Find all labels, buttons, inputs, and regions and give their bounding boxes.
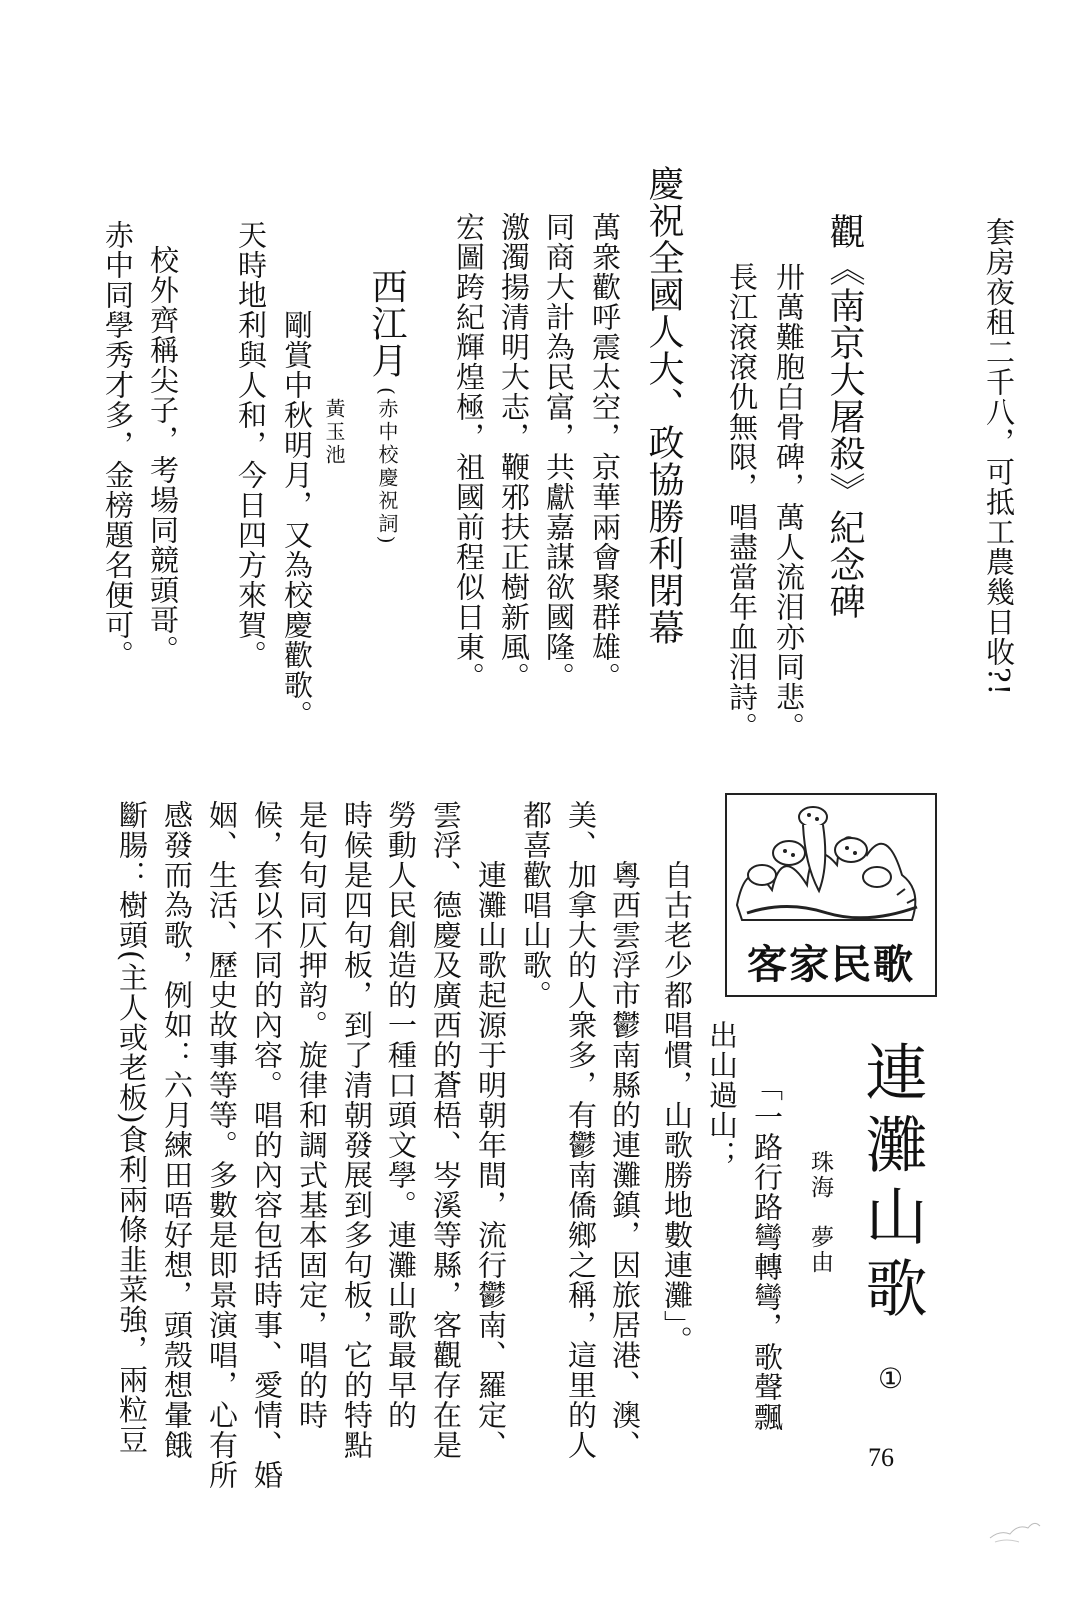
banner-label: 客家民歌: [747, 941, 915, 988]
hakka-folk-song-banner: [725, 793, 937, 997]
poem2-line-4: 宏圖跨紀輝煌極，祖國前程似日東。: [452, 212, 486, 692]
poem2-line-1: 萬衆歡呼震太空，京華兩會聚群雄。: [588, 212, 622, 692]
paragraph-line-4: 連灘山歌起源于明朝年間，流行鬱南、羅定、: [474, 860, 508, 1460]
poem3-title: 西江月: [366, 268, 407, 379]
poem2-title: 慶祝全國人大、政協勝利閉幕: [643, 165, 684, 646]
poem3-line-1: 剛賞中秋明月，又為校慶歡歌。: [280, 310, 314, 730]
paragraph-line-6: 勞動人民創造的一種口頭文學。連灘山歌最早的: [384, 800, 418, 1430]
paragraph-line-3: 都喜歡唱山歌。: [519, 800, 553, 1010]
paragraph-line-12: 斷腸：樹頭(主人或老板)食利兩條韭菜強，兩粒豆: [115, 800, 149, 1455]
poem3-subtitle: (赤中校慶祝詞): [375, 387, 399, 547]
scan-speck-icon: [985, 1508, 1045, 1548]
poem1-title: 觀《南京大屠殺》紀念碑: [824, 213, 865, 620]
article-title: 連灘山歌: [855, 1040, 928, 1328]
article-author: 珠海 夢由: [807, 1150, 833, 1275]
paragraph-line-10: 姻、生活、歷史故事等等。多數是即景演唱，心有所: [205, 800, 239, 1490]
paragraph-line-9: 候，套以不同的內容。唱的內容包括時事、愛情、婚: [250, 800, 284, 1490]
article-title-mark: ①: [874, 1362, 907, 1396]
poem2-line-3: 激濁揚清明大志，鞭邪扶正樹新風。: [497, 212, 531, 692]
epigraph-line-2: 出山過山；: [705, 1020, 739, 1170]
poem1-line-2: 長江滾滾仇無限，唱盡當年血泪詩。: [725, 262, 759, 742]
paragraph-line-5: 雲浮、德慶及廣西的蒼梧、岑溪等縣，客觀存在是: [429, 800, 463, 1460]
paragraph-line-11: 感發而為歌，例如：六月練田唔好想，頭殼想暈餓: [160, 800, 194, 1460]
epigraph-line-3: 自古老少都唱慣，山歌勝地數連灘」。: [660, 860, 694, 1356]
poem3-author: 黃玉池: [322, 398, 346, 467]
page-number: 76: [868, 1443, 894, 1472]
poem2-line-2: 同商大計為民富，共獻嘉謀欲國隆。: [542, 212, 576, 692]
paragraph-line-8: 是句句同仄押韵。旋律和調式基本固定，唱的時: [295, 800, 329, 1430]
poem3-line-3: 校外齊稱尖子，考場同競頭哥。: [146, 245, 180, 665]
epigraph-line-1: 「一路行路彎轉彎，歌聲飄: [750, 1072, 784, 1432]
poem1-line-1: 卅萬難胞白骨碑，萬人流泪亦同悲。: [772, 262, 806, 742]
poem-line-preceding: 套房夜租二千八，可抵工農幾日收?!: [982, 217, 1016, 697]
paragraph-line-7: 時候是四句板，到了清朝發展到多句板，它的特點: [340, 800, 374, 1460]
poem3-line-4: 赤中同學秀才多，金榜題名便可。: [101, 220, 135, 670]
paragraph-line-2: 美、加拿大的人衆多，有鬱南僑鄉之稱，這里的人: [564, 800, 598, 1460]
paragraph-line-1: 粵西雲浮市鬱南縣的連灘鎮，因旅居港、澳、: [608, 860, 642, 1460]
poem3-line-2: 天時地利與人和，今日四方來賀。: [234, 220, 268, 670]
